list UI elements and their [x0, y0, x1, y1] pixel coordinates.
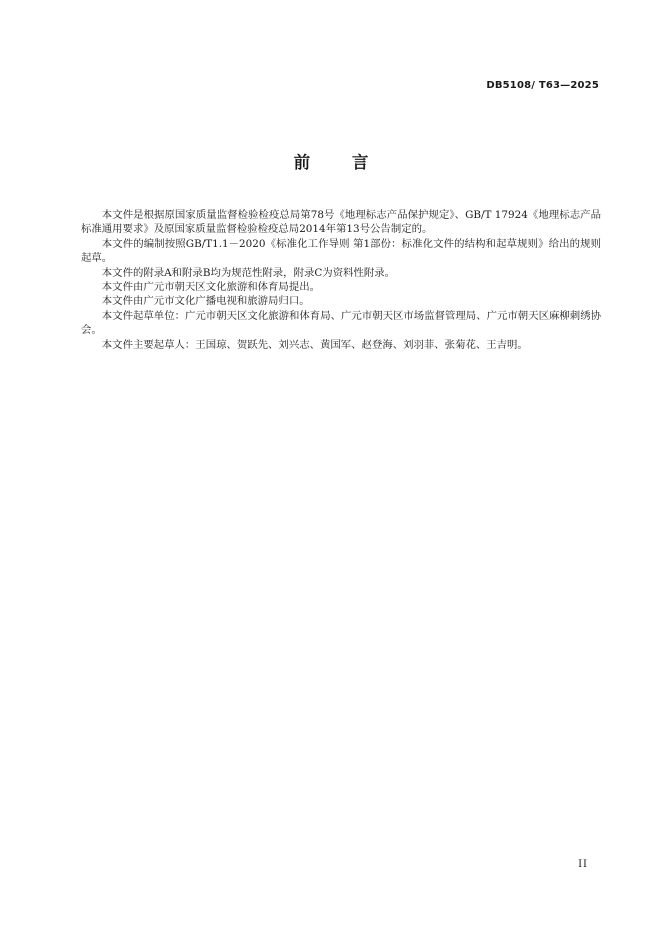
paragraph: 本文件由广元市文化广播电视和旅游局归口。	[101, 295, 310, 308]
paragraph: 本文件是根据原国家质量监督检验检疫总局第78号《地理标志产品保护规定》、GB/T 17924《地理标志产品标准通用要求》及原国家质量监督检验检疫总局2014年第13号公告制定的。	[81, 209, 601, 236]
paragraph: 本文件的附录A和附录B均为规范性附录，附录C为资料性附录。	[101, 266, 396, 279]
document-code: DB5108/ T63—2025	[486, 80, 599, 91]
paragraph: 本文件起草单位：广元市朝天区文化旅游和体育局、广元市朝天区市场监督管理局、广元市朝天区麻柳刺绣协会。	[81, 309, 601, 337]
foreword-body	[81, 208, 601, 352]
page-title: 前 言	[293, 153, 387, 172]
paragraph: 本文件的编制按照GB/T1.1－2020《标准化工作导则 第1部份：标准化文件的结构和起草规则》给出的规则起草。	[81, 237, 601, 265]
paragraph: 本文件主要起草人：王国琼、贺跃先、刘兴志、黄国军、赵登海、刘羽菲、张菊花、王吉明。	[101, 338, 528, 351]
paragraph: 本文件由广元市朝天区文化旅游和体育局提出。	[101, 281, 320, 294]
page-number: II	[578, 859, 588, 870]
